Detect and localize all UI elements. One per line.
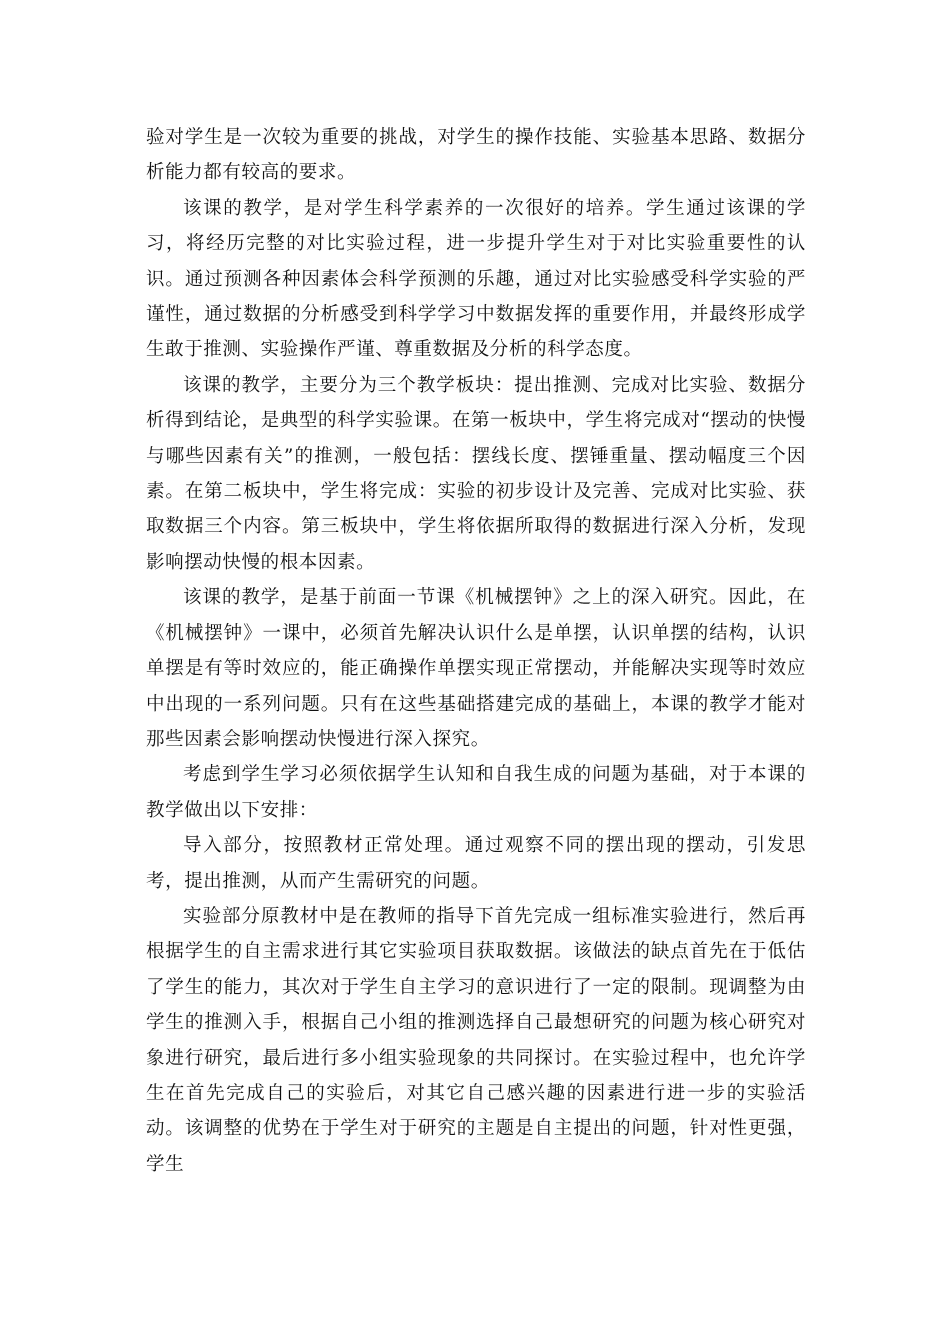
paragraph-1: 验对学生是一次较为重要的挑战，对学生的操作技能、实验基本思路、数据分析能力都有较高的要求。 xyxy=(146,127,806,184)
paragraph-3: 该课的教学，主要分为三个教学板块：提出推测、完成对比实验、数据分析得到结论，是典型的科学实验课。在第一板块中，学生将完成对“摆动的快慢与哪些因素有关”的推测，一般包括：摆线长度、摆锤重量、摆动幅度三个因素。在第二板块中，学生将完成：实验的初步设计及完善、完成对比实验、获取数据三个内容。第三板块中，学生将依据所取得的数据进行深入分析，发现影响摆动快慢的根本因素。 xyxy=(146,374,806,573)
paragraph-4: 该课的教学，是基于前面一节课《机械摆钟》之上的深入研究。因此，在《机械摆钟》一课中，必须首先解决认识什么是单摆，认识单摆的结构，认识单摆是有等时效应的，能正确操作单摆实现正常摆动，并能解决实现等时效应中出现的一系列问题。只有在这些基础搭建完成的基础上，本课的教学才能对那些因素会影响摆动快慢进行深入探究。 xyxy=(146,587,806,750)
paragraph-2: 该课的教学，是对学生科学素养的一次很好的培养。学生通过该课的学习，将经历完整的对比实验过程，进一步提升学生对于对比实验重要性的认识。通过预测各种因素体会科学预测的乐趣，通过对比实验感受科学实验的严谨性，通过数据的分析感受到科学学习中数据发挥的重要作用，并最终形成学生敢于推测、实验操作严谨、尊重数据及分析的科学态度。 xyxy=(146,197,806,361)
document-body xyxy=(146,120,806,1182)
paragraph-7: 实验部分原教材中是在教师的指导下首先完成一组标准实验进行，然后再根据学生的自主需求进行其它实验项目获取数据。该做法的缺点首先在于低估了学生的能力，其次对于学生自主学习的意识进行了一定的限制。现调整为由学生的推测入手，根据自己小组的推测选择自己最想研究的问题为核心研究对象进行研究，最后进行多小组实验现象的共同探讨。在实验过程中，也允许学生在首先完成自己的实验后，对其它自己感兴趣的因素进行进一步的实验活动。该调整的优势在于学生对于研究的主题是自主提出的问题，针对性更强，学生 xyxy=(146,905,806,1175)
paragraph-5: 考虑到学生学习必须依据学生认知和自我生成的问题为基础，对于本课的教学做出以下安排： xyxy=(146,764,806,821)
paragraph-6: 导入部分，按照教材正常处理。通过观察不同的摆出现的摆动，引发思考，提出推测，从而产生需研究的问题。 xyxy=(146,835,806,892)
